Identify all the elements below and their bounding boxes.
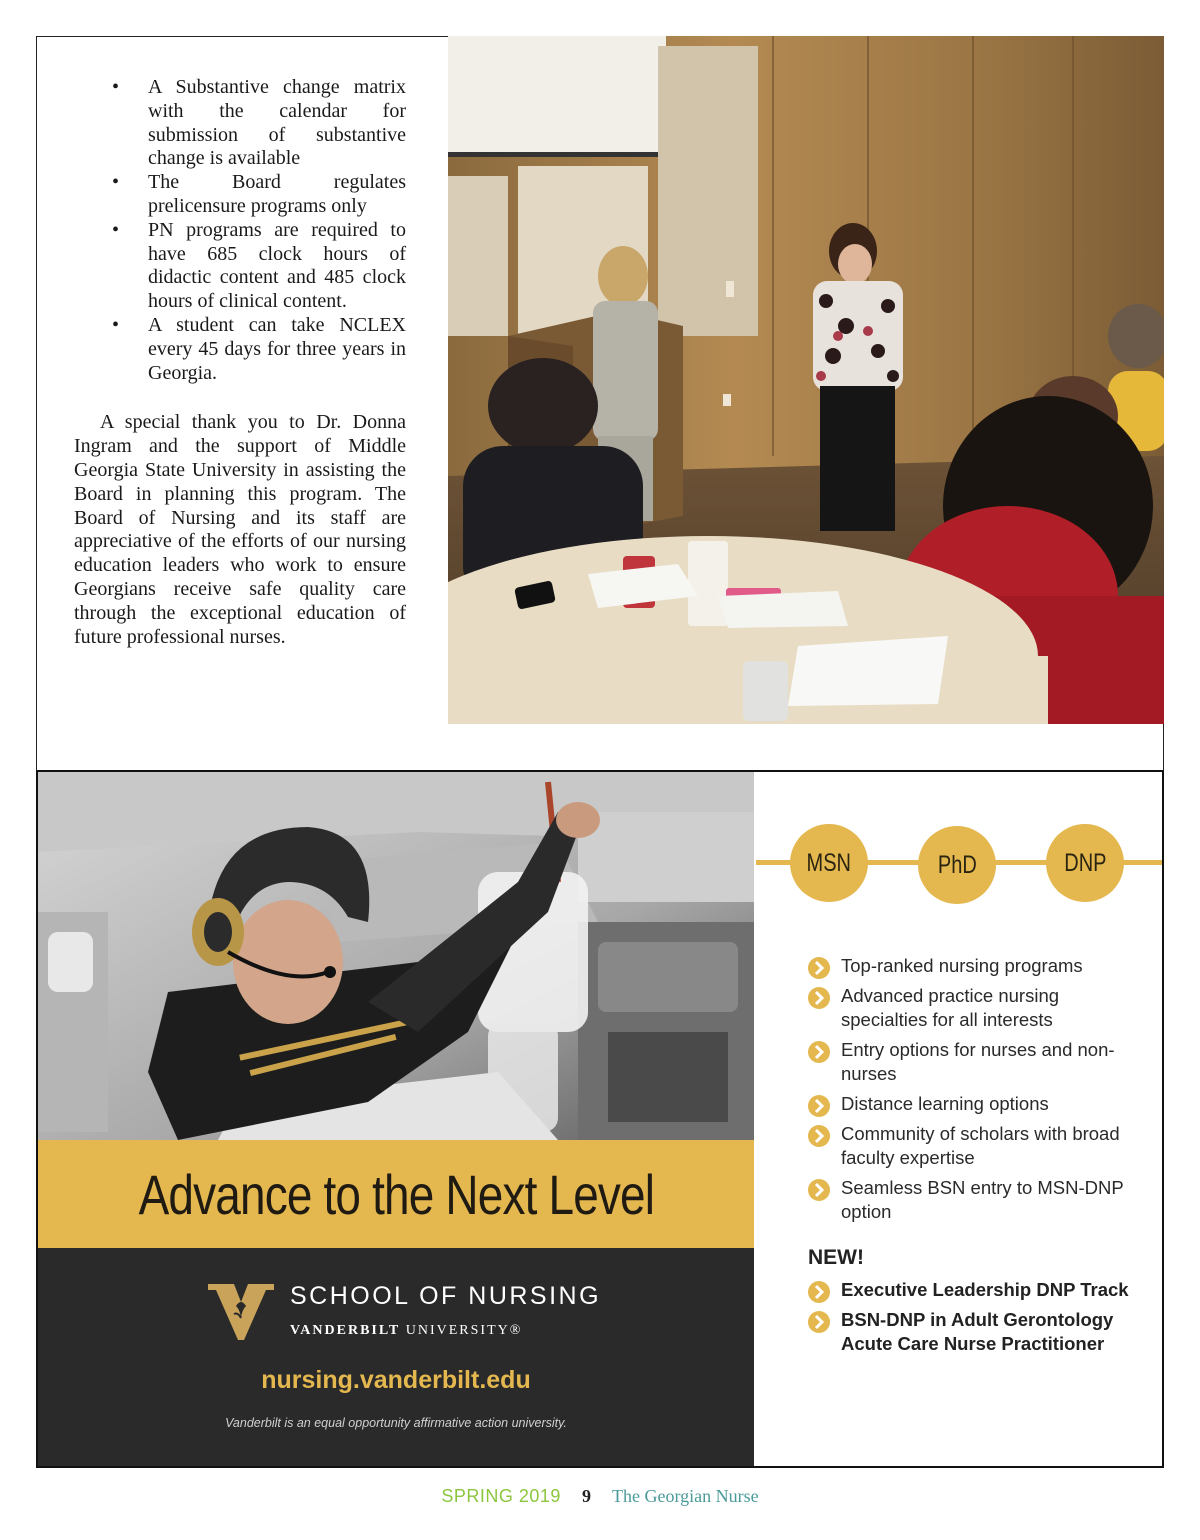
meeting-photo xyxy=(448,36,1164,724)
magazine-title: The Georgian Nurse xyxy=(611,1486,759,1506)
feature-item xyxy=(808,1122,1138,1170)
thank-you-paragraph: A special thank you to Dr. Donna Ingram and the support of Middle Georgia State University in assisting the Board in planning this program. The Board of Nursing and its staff are appreciative of the efforts of our nursing education leaders who work to ensure Georgians receive safe quality care through the exceptional education of future professional nurses. xyxy=(74,411,406,648)
degree-track xyxy=(756,820,1162,910)
branding-panel xyxy=(38,1248,754,1466)
new-feature-text: Executive Leadership DNP Track xyxy=(841,1279,1129,1300)
flight-nurse-photo xyxy=(38,772,754,1140)
university-name-bold: VANDERBILT xyxy=(290,1323,401,1338)
new-feature-item xyxy=(808,1308,1138,1356)
vanderbilt-v-logo-icon xyxy=(208,1284,274,1340)
ad-headline: Advance to the Next Level xyxy=(138,1162,654,1226)
new-feature-item xyxy=(808,1278,1138,1302)
feature-text: Advanced practice nursing specialties for all interests xyxy=(841,985,1060,1030)
feature-item xyxy=(808,1092,1138,1116)
chevron-right-icon xyxy=(808,1095,830,1117)
feature-item xyxy=(808,984,1138,1032)
new-heading: NEW! xyxy=(808,1246,864,1269)
website-link[interactable]: nursing.vanderbilt.edu xyxy=(261,1366,531,1394)
new-feature-text: BSN-DNP in Adult Gerontology Acute Care Nurse Practitioner xyxy=(841,1309,1114,1354)
feature-text: Distance learning options xyxy=(841,1093,1049,1114)
feature-item xyxy=(808,954,1138,978)
bullet-item: • PN programs are required to have 685 clock hours of didactic content and 485 clock hours of clinical content. xyxy=(148,219,406,314)
feature-item xyxy=(808,1176,1138,1224)
headline-banner xyxy=(38,1140,754,1248)
bullet-item: • A Substantive change matrix with the calendar for submission of substantive change is available xyxy=(148,76,406,171)
program-features xyxy=(808,954,1138,1362)
chevron-right-icon xyxy=(808,1125,830,1147)
bullet-list xyxy=(74,76,406,385)
bullet-item: • The Board regulates prelicensure programs only xyxy=(148,171,406,219)
feature-item xyxy=(808,1038,1138,1086)
bullet-item: • A student can take NCLEX every 45 days for three years in Georgia. xyxy=(148,314,406,385)
chevron-right-icon xyxy=(808,1041,830,1063)
chevron-right-icon xyxy=(808,987,830,1009)
school-name: SCHOOL OF NURSING xyxy=(290,1282,602,1310)
chevron-right-icon xyxy=(808,1281,830,1303)
feature-text: Seamless BSN entry to MSN-DNP option xyxy=(841,1177,1124,1222)
chevron-right-icon xyxy=(808,957,830,979)
feature-text: Entry options for nurses and non-nurses xyxy=(841,1039,1115,1084)
degree-badge-msn: MSN xyxy=(790,824,868,902)
university-name xyxy=(290,1323,522,1339)
page-number: 9 xyxy=(581,1486,591,1506)
issue-season: SPRING 2019 xyxy=(441,1486,561,1506)
feature-text: Top-ranked nursing programs xyxy=(841,955,1083,976)
chevron-right-icon xyxy=(808,1311,830,1333)
university-name-rest: UNIVERSITY® xyxy=(400,1323,523,1338)
chevron-right-icon xyxy=(808,1179,830,1201)
article-text xyxy=(74,76,406,649)
feature-text: Community of scholars with broad faculty expertise xyxy=(841,1123,1120,1168)
degree-badge-dnp: DNP xyxy=(1046,824,1124,902)
page-footer xyxy=(0,1486,1200,1507)
degree-badge-phd: PhD xyxy=(918,826,996,904)
equal-opportunity-note: Vanderbilt is an equal opportunity affirmative action university. xyxy=(225,1416,567,1430)
